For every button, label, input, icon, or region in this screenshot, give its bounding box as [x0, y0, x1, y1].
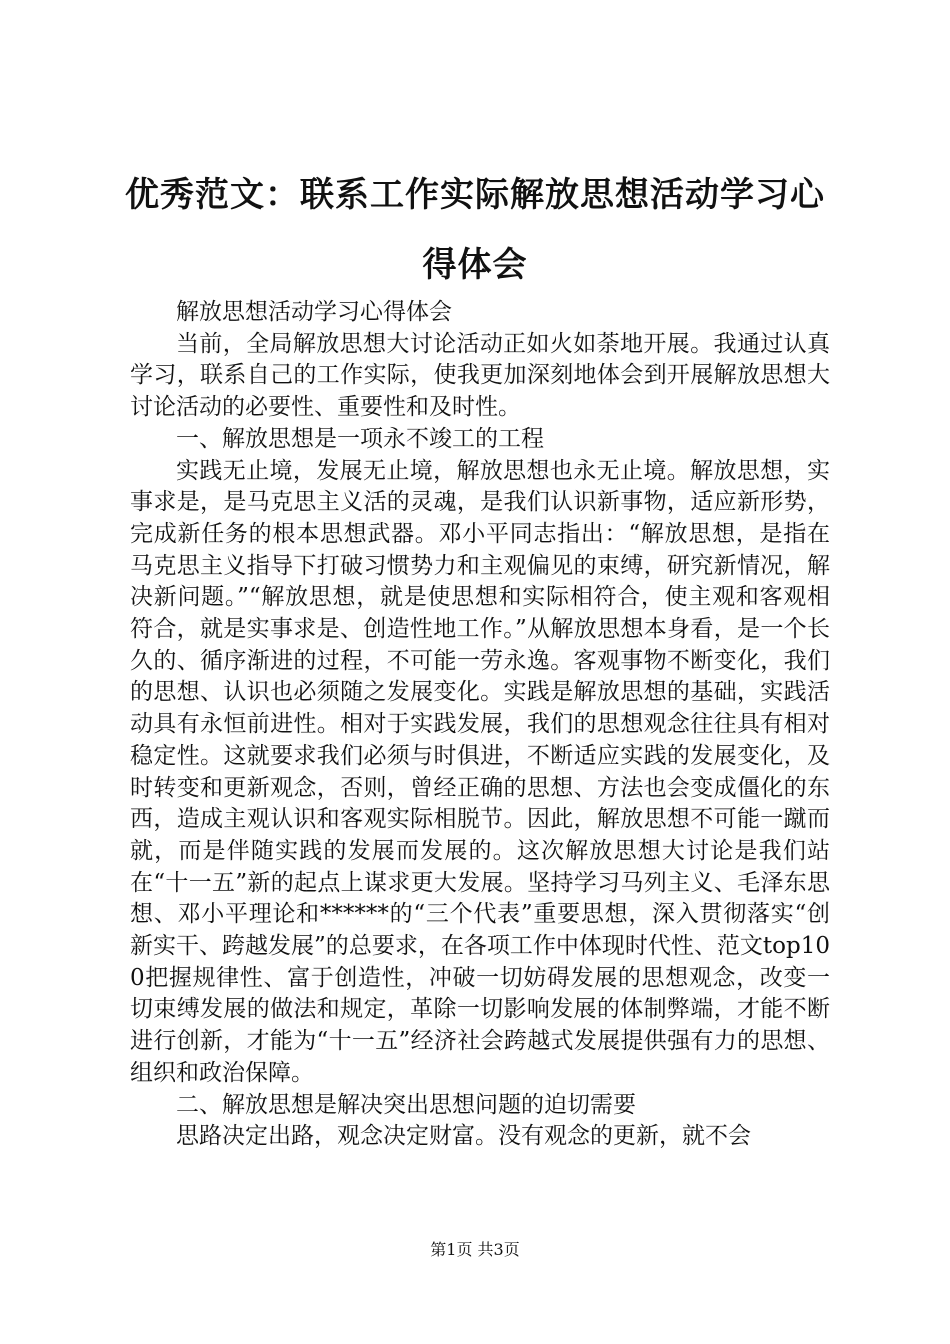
section-heading-2: 二、解放思想是解决突出思想问题的迫切需要: [176, 1091, 636, 1118]
subtitle-paragraph: 解放思想活动学习心得体会: [176, 299, 452, 325]
page-number-footer: 第1页 共3页: [430, 1240, 520, 1259]
intro-paragraph: 当前，全局解放思想大讨论活动正如火如荼地开展。我通过认真学习，联系自己的工作实际，使我更加深刻地体会到开展解放思想大讨论活动的必要性、重要性和及时性。: [130, 330, 830, 421]
section-1-paragraph: 实践无止境，发展无止境，解放思想也永无止境。解放思想，实事求是，是马克思主义活的灵魂，是我们认识新事物，适应新形势，完成新任务的根本思想武器。邓小平同志指出：“解放思想，是指在马克思主义指导下打破习惯势力和主观偏见的束缚，研究新情况，解决新问题。”“解放思想，就是使思想和实际相符合，使主观和客观相符合，就是实事求是、创造性地工作。”从解放思想本身看，是一个长久的、循序渐进的过程，不可能一劳永逸。客观事物不断变化，我们的思想、认识也必须随之发展变化。实践是解放思想的基础，实践活动具有永恒前进性。相对于实践发展，我们的思想观念往往具有相对稳定性。这就要求我们必须与时俱进，不断适应实践的发展变化，及时转变和更新观念，否则，曾经正确的思想、方法也会变成僵化的东西，造成主观认识和客观实际相脱节。因此，解放思想不可能一蹴而就，而是伴随实践的发展而发展的。这次解放思想大讨论是我们站在“十一五”新的起点上谋求更大发展。坚持学习马列主义、毛泽东思想、邓小平理论和******的“三个代表”重要思想，深入贯彻落实“创新实干、跨越发展”的总要求，在各项工作中体现时代性、范文top100把握规律性、富于创造性，冲破一切妨碍发展的思想观念，改变一切束缚发展的做法和规定，革除一切影响发展的体制弊端，才能不断进行创新，才能为“十一五”经济社会跨越式发展提供强有力的思想、组织和政治保障。: [130, 457, 830, 1086]
document-body: [130, 297, 830, 1153]
section-2-paragraph: 思路决定出路，观念决定财富。没有观念的更新，就不会: [176, 1123, 751, 1150]
document-title: 优秀范文：联系工作实际解放思想活动学习心得体会: [125, 175, 825, 285]
section-heading-1: 一、解放思想是一项永不竣工的工程: [176, 425, 544, 452]
